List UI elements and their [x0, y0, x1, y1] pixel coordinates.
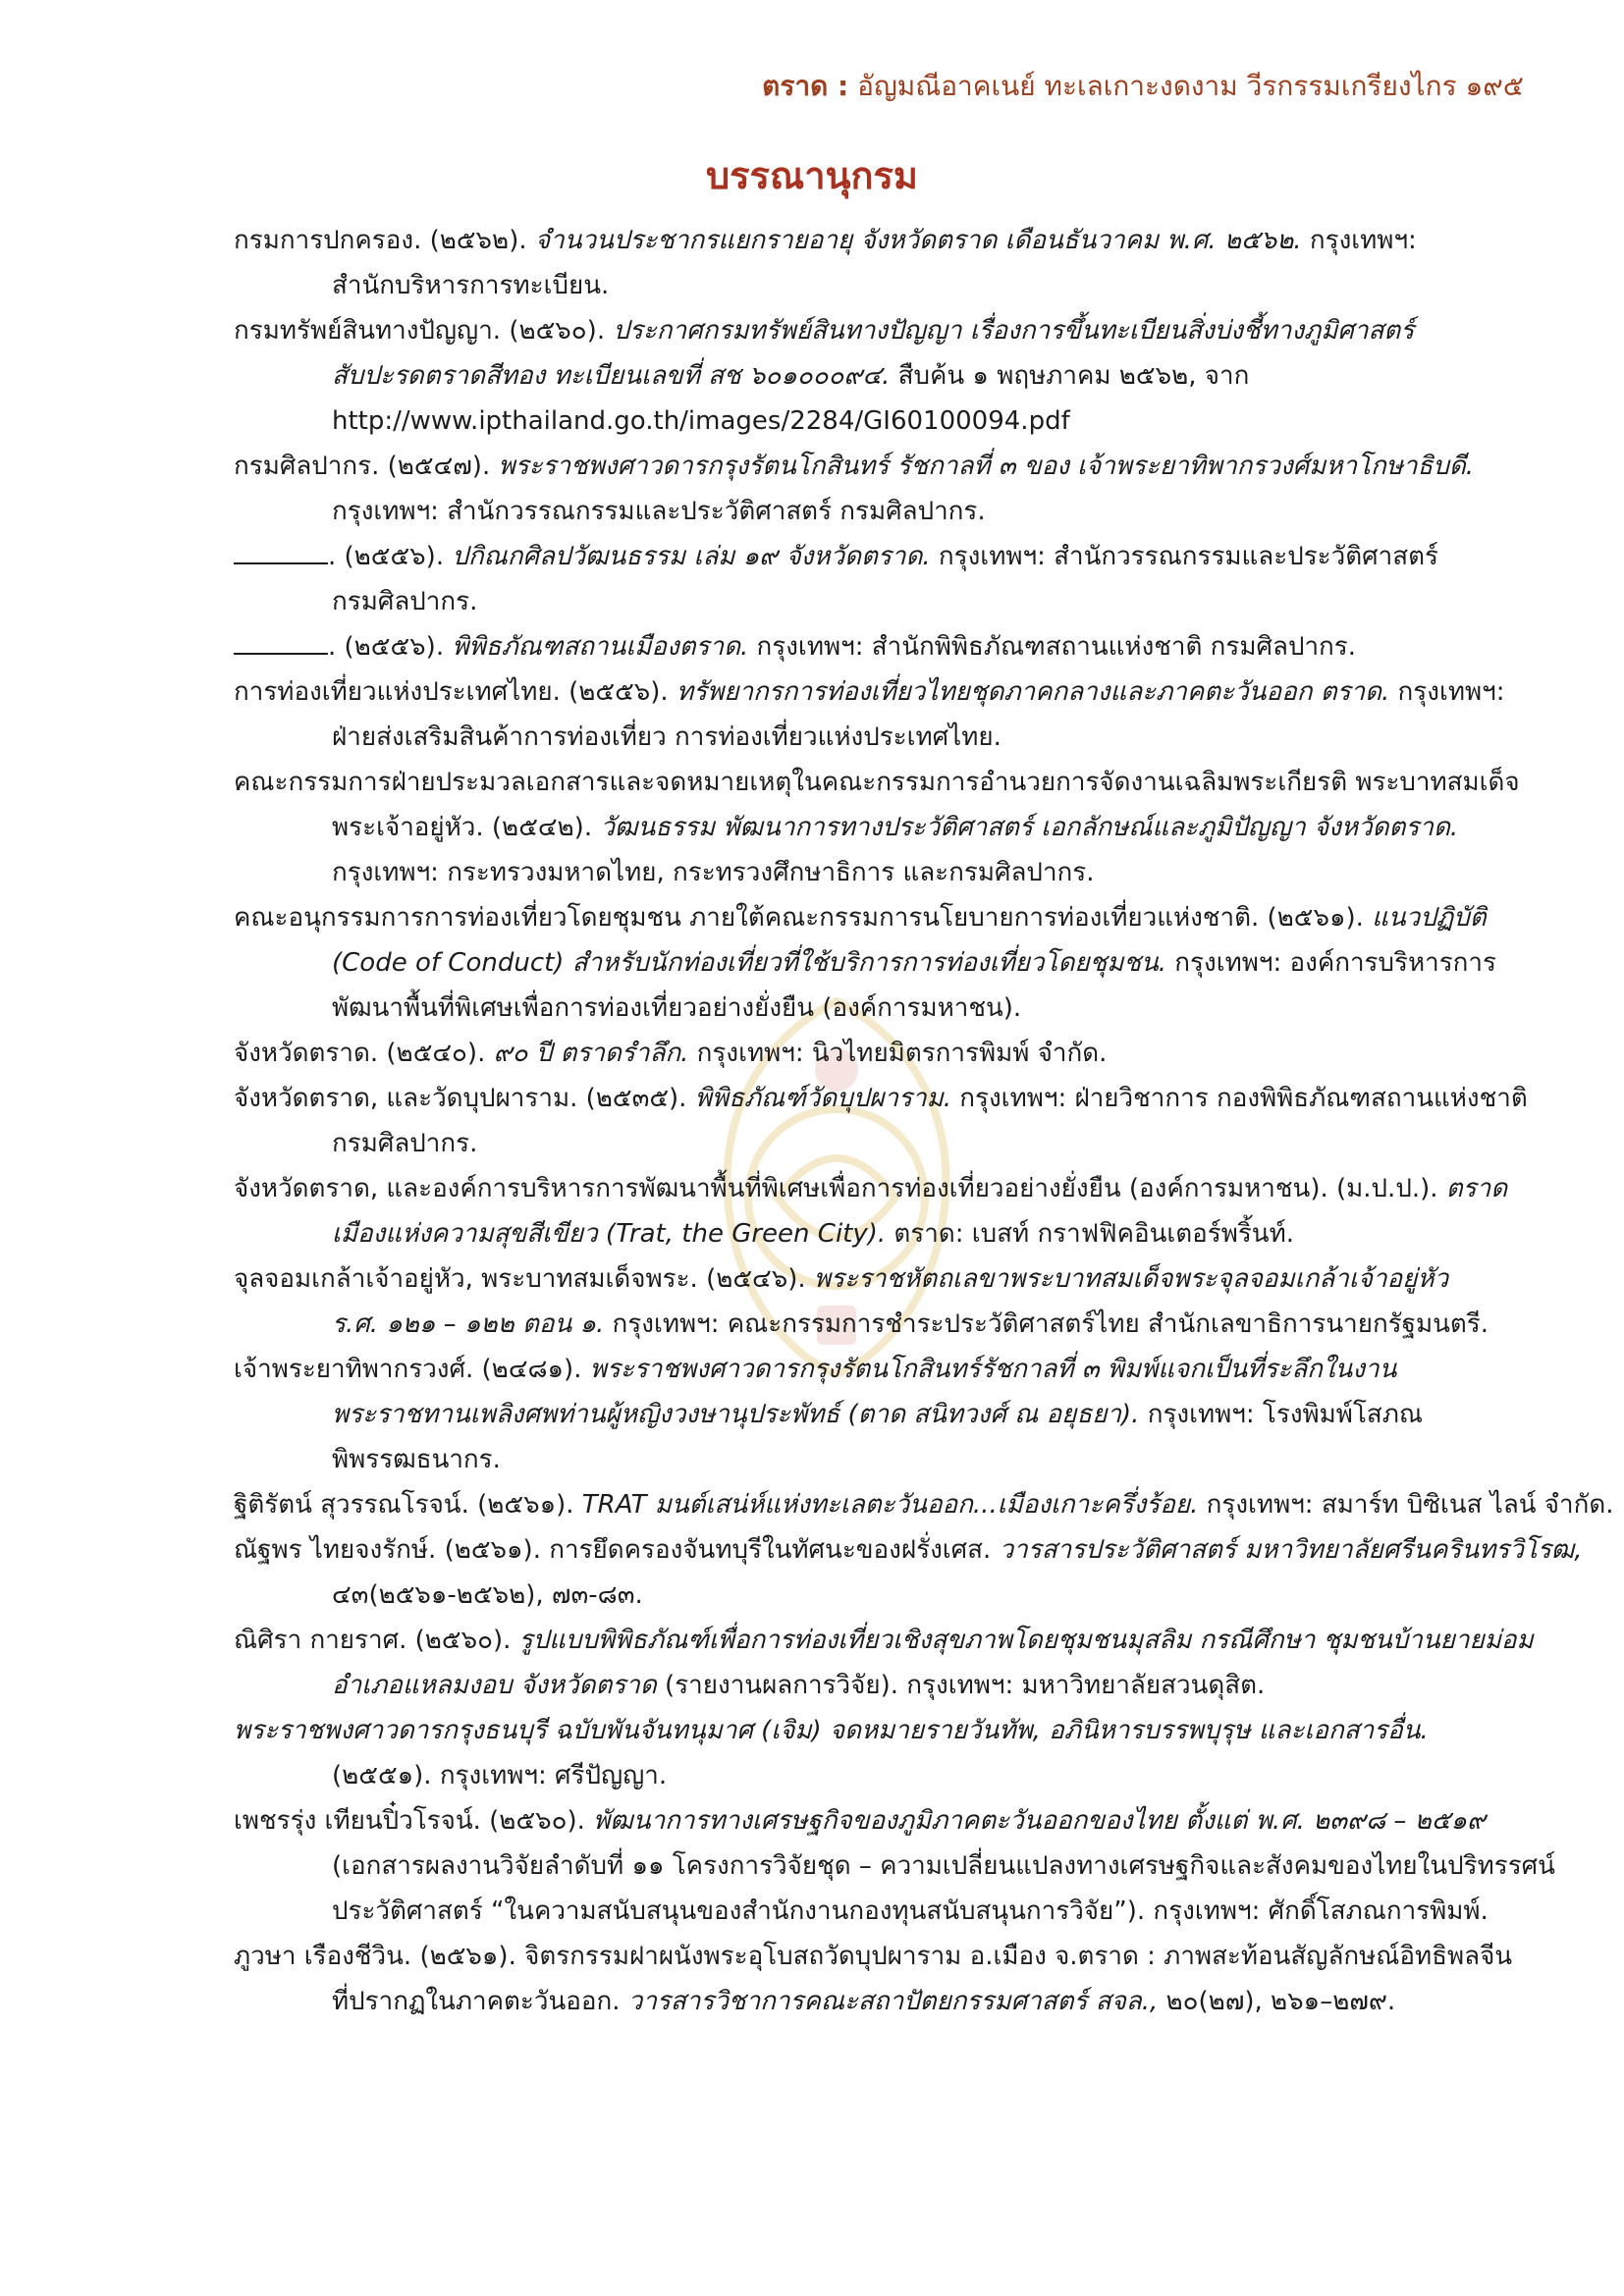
reference-entry: [234, 308, 1486, 444]
reference-line: [234, 353, 1486, 399]
reference-line: [234, 1437, 1486, 1482]
reference-text: (เอกสารผลงานวิจัยลำดับที่ ๑๑ โครงการวิจัยชุด – ความเปลี่ยนแปลงทางเศรษฐกิจและสังคมของไทยในปริทรรศน์: [332, 1851, 1555, 1881]
reference-entry: [234, 760, 1520, 895]
reference-line: [234, 1663, 1486, 1708]
reference-text: วารสารวิชาการคณะสถาปัตยกรรมศาสตร์ สจล.,: [627, 1987, 1159, 2016]
reference-line: [234, 986, 1486, 1031]
reference-line: [234, 1482, 1614, 1527]
reference-text: พิพรรฒธนากร.: [332, 1445, 501, 1474]
reference-text: ปกิณกศิลปวัฒนธรรม เล่ม ๑๙ จังหวัดตราด.: [452, 542, 931, 571]
reference-list: [234, 218, 1614, 2024]
reference-text: ประวัติศาสตร์ “ในความสนับสนุนของสำนักงานกองทุนสนับสนุนการวิจัย”). กรุงเทพฯ: ศักดิ์โสภณการพิมพ์.: [332, 1896, 1489, 1926]
reference-entry: [234, 1708, 1486, 1798]
reference-text: จังหวัดตราด, และวัดบุปผาราม. (๒๕๓๕).: [234, 1084, 695, 1113]
repeat-author-dash: [234, 633, 328, 655]
reference-text: ๒๐(๒๗), ๒๖๑–๒๗๙.: [1158, 1987, 1396, 2016]
reference-text: พัฒนาการทางเศรษฐกิจของภูมิภาคตะวันออกของไทย ตั้งแต่ พ.ศ. ๒๓๙๘ – ๒๕๑๙: [593, 1806, 1487, 1836]
reference-line: [234, 1076, 1528, 1121]
reference-line: [234, 489, 1486, 534]
reference-text: กรุงเทพฯ: นิวไทยมิตรการพิมพ์ จำกัด.: [688, 1039, 1108, 1068]
reference-text: จำนวนประชากรแยกรายอายุ จังหวัดตราด เดือนธันวาคม พ.ศ. ๒๕๖๒.: [534, 226, 1302, 255]
reference-text: ๔๓(๒๕๖๑-๒๕๖๒), ๗๓-๘๓.: [332, 1580, 643, 1610]
reference-text: ตราด: เบสท์ กราฟฟิคอินเตอร์พริ้นท์.: [886, 1219, 1294, 1249]
reference-entry: [234, 1166, 1508, 1256]
reference-entry: [234, 669, 1505, 760]
reference-text: รูปแบบพิพิธภัณฑ์เพื่อการท่องเที่ยวเชิงสุขภาพโดยชุมชนมุสลิม กรณีศึกษา ชุมชนบ้านยายม่อม: [518, 1626, 1534, 1655]
reference-line: [234, 1798, 1486, 1843]
reference-entry: [234, 1031, 1486, 1076]
reference-text: ณิศิรา กายราศ. (๒๕๖๐).: [234, 1626, 519, 1655]
reference-text: พิพิธภัณฑสถานเมืองตราด.: [452, 632, 749, 662]
reference-text: . (๒๕๕๖).: [328, 542, 453, 571]
reference-text: http://www.ipthailand.go.th/images/2284/GI60100094.pdf: [332, 406, 1070, 436]
reference-entry: [234, 1347, 1486, 1482]
reference-text: อำเภอแหลมงอบ จังหวัดตราด: [332, 1671, 657, 1700]
reference-text: เพชรรุ่ง เทียนปิ๋วโรจน์. (๒๕๖๐).: [234, 1806, 594, 1836]
reference-text: กรุงเทพฯ: สำนักวรรณกรรมและประวัติศาสตร์: [930, 542, 1438, 571]
repeat-author-dash: [234, 543, 328, 564]
reference-text: กรมศิลปากร.: [332, 1129, 478, 1158]
reference-line: [234, 850, 1486, 895]
reference-text: ที่ปรากฏในภาคตะวันออก.: [332, 1987, 628, 2016]
reference-entry: [234, 1618, 1534, 1708]
reference-line: [234, 1166, 1508, 1211]
reference-text: ประกาศกรมทรัพย์สินทางปัญญา เรื่องการขึ้นทะเบียนสิ่งบ่งชี้ทางภูมิศาสตร์: [613, 316, 1415, 346]
reference-text: จังหวัดตราด, และองค์การบริหารการพัฒนาพื้นที่พิเศษเพื่อการท่องเที่ยวอย่างยั่งยืน (องค์การมหาชน). (ม.ป.ป.).: [234, 1174, 1446, 1203]
reference-text: สืบค้น ๑ พฤษภาคม ๒๕๖๒, จาก: [890, 361, 1250, 391]
reference-text: เมืองแห่งความสุขสีเขียว (Trat, the Green City).: [332, 1219, 887, 1249]
reference-text: พระราชทานเพลิงศพท่านผู้หญิงวงษานุประพัทธ์ (ตาด สนิทวงศ์ ณ อยุธยา).: [332, 1400, 1140, 1429]
reference-line: [234, 1573, 1486, 1618]
reference-text: กรมทรัพย์สินทางปัญญา. (๒๕๖๐).: [234, 316, 614, 346]
reference-line: [234, 805, 1486, 850]
reference-line: [234, 1979, 1486, 2024]
reference-text: พระราชพงศาวดารกรุงรัตนโกสินทร์รัชกาลที่ ๓ พิมพ์แจกเป็นที่ระลึกในงาน: [589, 1355, 1397, 1384]
reference-text: กรุงเทพฯ: ฝ่ายวิชาการ กองพิพิธภัณฑสถานแห่งชาติ: [951, 1084, 1528, 1113]
reference-line: [234, 263, 1486, 308]
reference-text: กรุงเทพฯ:: [1389, 677, 1505, 707]
reference-text: ณัฐพร ไทยจงรักษ์. (๒๕๖๑). การยึดครองจันทบุรีในทัศนะของฝรั่งเศส.: [234, 1535, 1000, 1565]
reference-line: [234, 1121, 1486, 1166]
page-title: บรรณานุกรม: [706, 154, 918, 197]
reference-line: [234, 1934, 1513, 1979]
reference-text: ภูวษา เรืองชีวิน. (๒๕๖๑). จิตรกรรมฝาผนังพระอุโบสถวัดบุปผาราม อ.เมือง จ.ตราด : ภาพสะท้อนสัญลักษณ์อิทธิพลจีน: [234, 1942, 1513, 1971]
reference-text: กรมศิลปากร.: [332, 587, 478, 616]
reference-line: [234, 1347, 1486, 1392]
reference-text: ร.ศ. ๑๒๑ – ๑๒๒ ตอน ๑.: [332, 1309, 605, 1339]
reference-line: [234, 669, 1505, 715]
reference-line: [234, 218, 1486, 263]
reference-line: [234, 1256, 1486, 1302]
reference-entry: [234, 624, 1486, 669]
reference-text: กรุงเทพฯ: องค์การบริหารการ: [1166, 948, 1496, 978]
reference-entry: [234, 1076, 1528, 1166]
reference-text: พิพิธภัณฑ์วัดบุปผาราม.: [694, 1084, 952, 1113]
reference-line: [234, 760, 1520, 805]
reference-entry: [234, 1256, 1489, 1347]
reference-line: [234, 1843, 1555, 1889]
reference-text: ฐิติรัตน์ สุวรรณโรจน์. (๒๕๖๑).: [234, 1490, 582, 1520]
reference-text: กรุงเทพฯ:: [1301, 226, 1417, 255]
reference-entry: [234, 1527, 1583, 1618]
reference-line: [234, 1618, 1534, 1663]
reference-text: จังหวัดตราด. (๒๕๔๐).: [234, 1039, 494, 1068]
reference-entry: [234, 444, 1486, 534]
reference-text: ๙๐ ปี ตราดรำลึก.: [493, 1039, 689, 1068]
reference-text: กรุงเทพฯ: สมาร์ท บิซิเนส ไลน์ จำกัด.: [1198, 1490, 1614, 1520]
running-header: [762, 65, 1524, 108]
reference-entry: [234, 1798, 1555, 1934]
reference-text: วัฒนธรรม พัฒนาการทางประวัติศาสตร์ เอกลักษณ์และภูมิปัญญา จังหวัดตราด.: [600, 813, 1459, 842]
reference-text: พระราชหัตถเลขาพระบาทสมเด็จพระจุลจอมเกล้าเจ้าอยู่หัว: [813, 1264, 1449, 1294]
reference-text: ทรัพยากรการท่องเที่ยวไทยชุดภาคกลางและภาคตะวันออก ตราด.: [676, 677, 1390, 707]
reference-text: กรมการปกครอง. (๒๕๖๒).: [234, 226, 535, 255]
reference-line: [234, 1527, 1583, 1573]
reference-line: [234, 940, 1496, 986]
reference-text: พระราชพงศาวดารกรุงรัตนโกสินทร์ รัชกาลที่ ๓ ของ เจ้าพระยาทิพากรวงศ์มหาโกษาธิบดี.: [498, 452, 1475, 481]
reference-line: [234, 579, 1486, 624]
reference-text: จุลจอมเกล้าเจ้าอยู่หัว, พระบาทสมเด็จพระ. (๒๕๔๖).: [234, 1264, 814, 1294]
reference-line: [234, 1031, 1486, 1076]
reference-line: [234, 1708, 1486, 1753]
reference-entry: [234, 534, 1486, 624]
reference-text: (๒๕๕๑). กรุงเทพฯ: ศรีปัญญา.: [332, 1761, 668, 1790]
reference-text: กรุงเทพฯ: สำนักพิพิธภัณฑสถานแห่งชาติ กรมศิลปากร.: [748, 632, 1357, 662]
reference-text: วารสารประวัติศาสตร์ มหาวิทยาลัยศรีนครินทรวิโรฒ,: [999, 1535, 1583, 1565]
reference-text: คณะกรรมการฝ่ายประมวลเอกสารและจดหมายเหตุในคณะกรรมการอำนวยการจัดงานเฉลิมพระเกียรติ พระบาทสมเด็จ: [234, 768, 1520, 797]
reference-text: ฝ่ายส่งเสริมสินค้าการท่องเที่ยว การท่องเที่ยวแห่งประเทศไทย.: [332, 722, 1001, 752]
reference-line: [234, 1889, 1489, 1934]
reference-text: กรมศิลปากร. (๒๕๔๗).: [234, 452, 499, 481]
reference-line: [234, 715, 1486, 760]
reference-text: กรุงเทพฯ: โรงพิมพ์โสภณ: [1139, 1400, 1424, 1429]
reference-entry: [234, 1934, 1513, 2024]
reference-line: [234, 308, 1486, 353]
reference-text: สับปะรดตราดสีทอง ทะเบียนเลขที่ สช ๖๐๑๐๐๐๙๔.: [332, 361, 891, 391]
reference-text: TRAT มนต์เสน่ห์แห่งทะเลตะวันออก...เมืองเกาะครึ่งร้อย.: [581, 1490, 1199, 1520]
reference-text: แนวปฏิบัติ: [1372, 903, 1487, 933]
reference-text: พระราชพงศาวดารกรุงธนบุรี ฉบับพันจันทนุมาศ (เจิม) จดหมายรายวันทัพ, อภินิหารบรรพบุรุษ และเอกสารอื่น.: [234, 1716, 1429, 1745]
reference-text: พัฒนาพื้นที่พิเศษเพื่อการท่องเที่ยวอย่างยั่งยืน (องค์การมหาชน).: [332, 993, 1022, 1023]
reference-line: [234, 399, 1486, 444]
reference-line: [234, 1392, 1486, 1437]
reference-text: สำนักบริหารการทะเบียน.: [332, 271, 610, 300]
reference-entry: [234, 218, 1486, 308]
reference-text: กรุงเทพฯ: กระทรวงมหาดไทย, กระทรวงศึกษาธิการ และกรมศิลปากร.: [332, 858, 1095, 887]
page-number: ๑๙๕: [1465, 70, 1524, 102]
header-subtitle: อัญมณีอาคเนย์ ทะเลเกาะงดงาม วีรกรรมเกรียงไกร: [857, 70, 1457, 102]
reference-entry: [234, 1482, 1614, 1527]
reference-text: . (๒๕๕๖).: [328, 632, 453, 662]
reference-text: (รายงานผลการวิจัย). กรุงเทพฯ: มหาวิทยาลัยสวนดุสิต.: [656, 1671, 1266, 1700]
reference-line: [234, 624, 1486, 669]
reference-line: [234, 1753, 1486, 1798]
reference-line: [234, 534, 1486, 579]
reference-entry: [234, 895, 1496, 1031]
reference-text: (Code of Conduct) สำหรับนักท่องเที่ยวที่ใช้บริการการท่องเที่ยวโดยชุมชน.: [332, 948, 1167, 978]
reference-text: กรุงเทพฯ: คณะกรรมการชำระประวัติศาสตร์ไทย สำนักเลขาธิการนายกรัฐมนตรี.: [604, 1309, 1489, 1339]
reference-text: การท่องเที่ยวแห่งประเทศไทย. (๒๕๕๖).: [234, 677, 677, 707]
reference-line: [234, 1302, 1489, 1347]
header-label: ตราด :: [762, 70, 849, 102]
reference-line: [234, 444, 1486, 489]
reference-text: คณะอนุกรรมการการท่องเที่ยวโดยชุมชน ภายใต้คณะกรรมการนโยบายการท่องเที่ยวแห่งชาติ. (๒๕๖๑).: [234, 903, 1373, 933]
reference-text: ตราด: [1445, 1174, 1508, 1203]
reference-line: [234, 895, 1486, 940]
reference-text: เจ้าพระยาทิพากรวงศ์. (๒๔๘๑).: [234, 1355, 590, 1384]
reference-text: กรุงเทพฯ: สำนักวรรณกรรมและประวัติศาสตร์ กรมศิลปากร.: [332, 497, 986, 526]
reference-text: พระเจ้าอยู่หัว. (๒๕๔๒).: [332, 813, 601, 842]
reference-line: [234, 1211, 1486, 1256]
